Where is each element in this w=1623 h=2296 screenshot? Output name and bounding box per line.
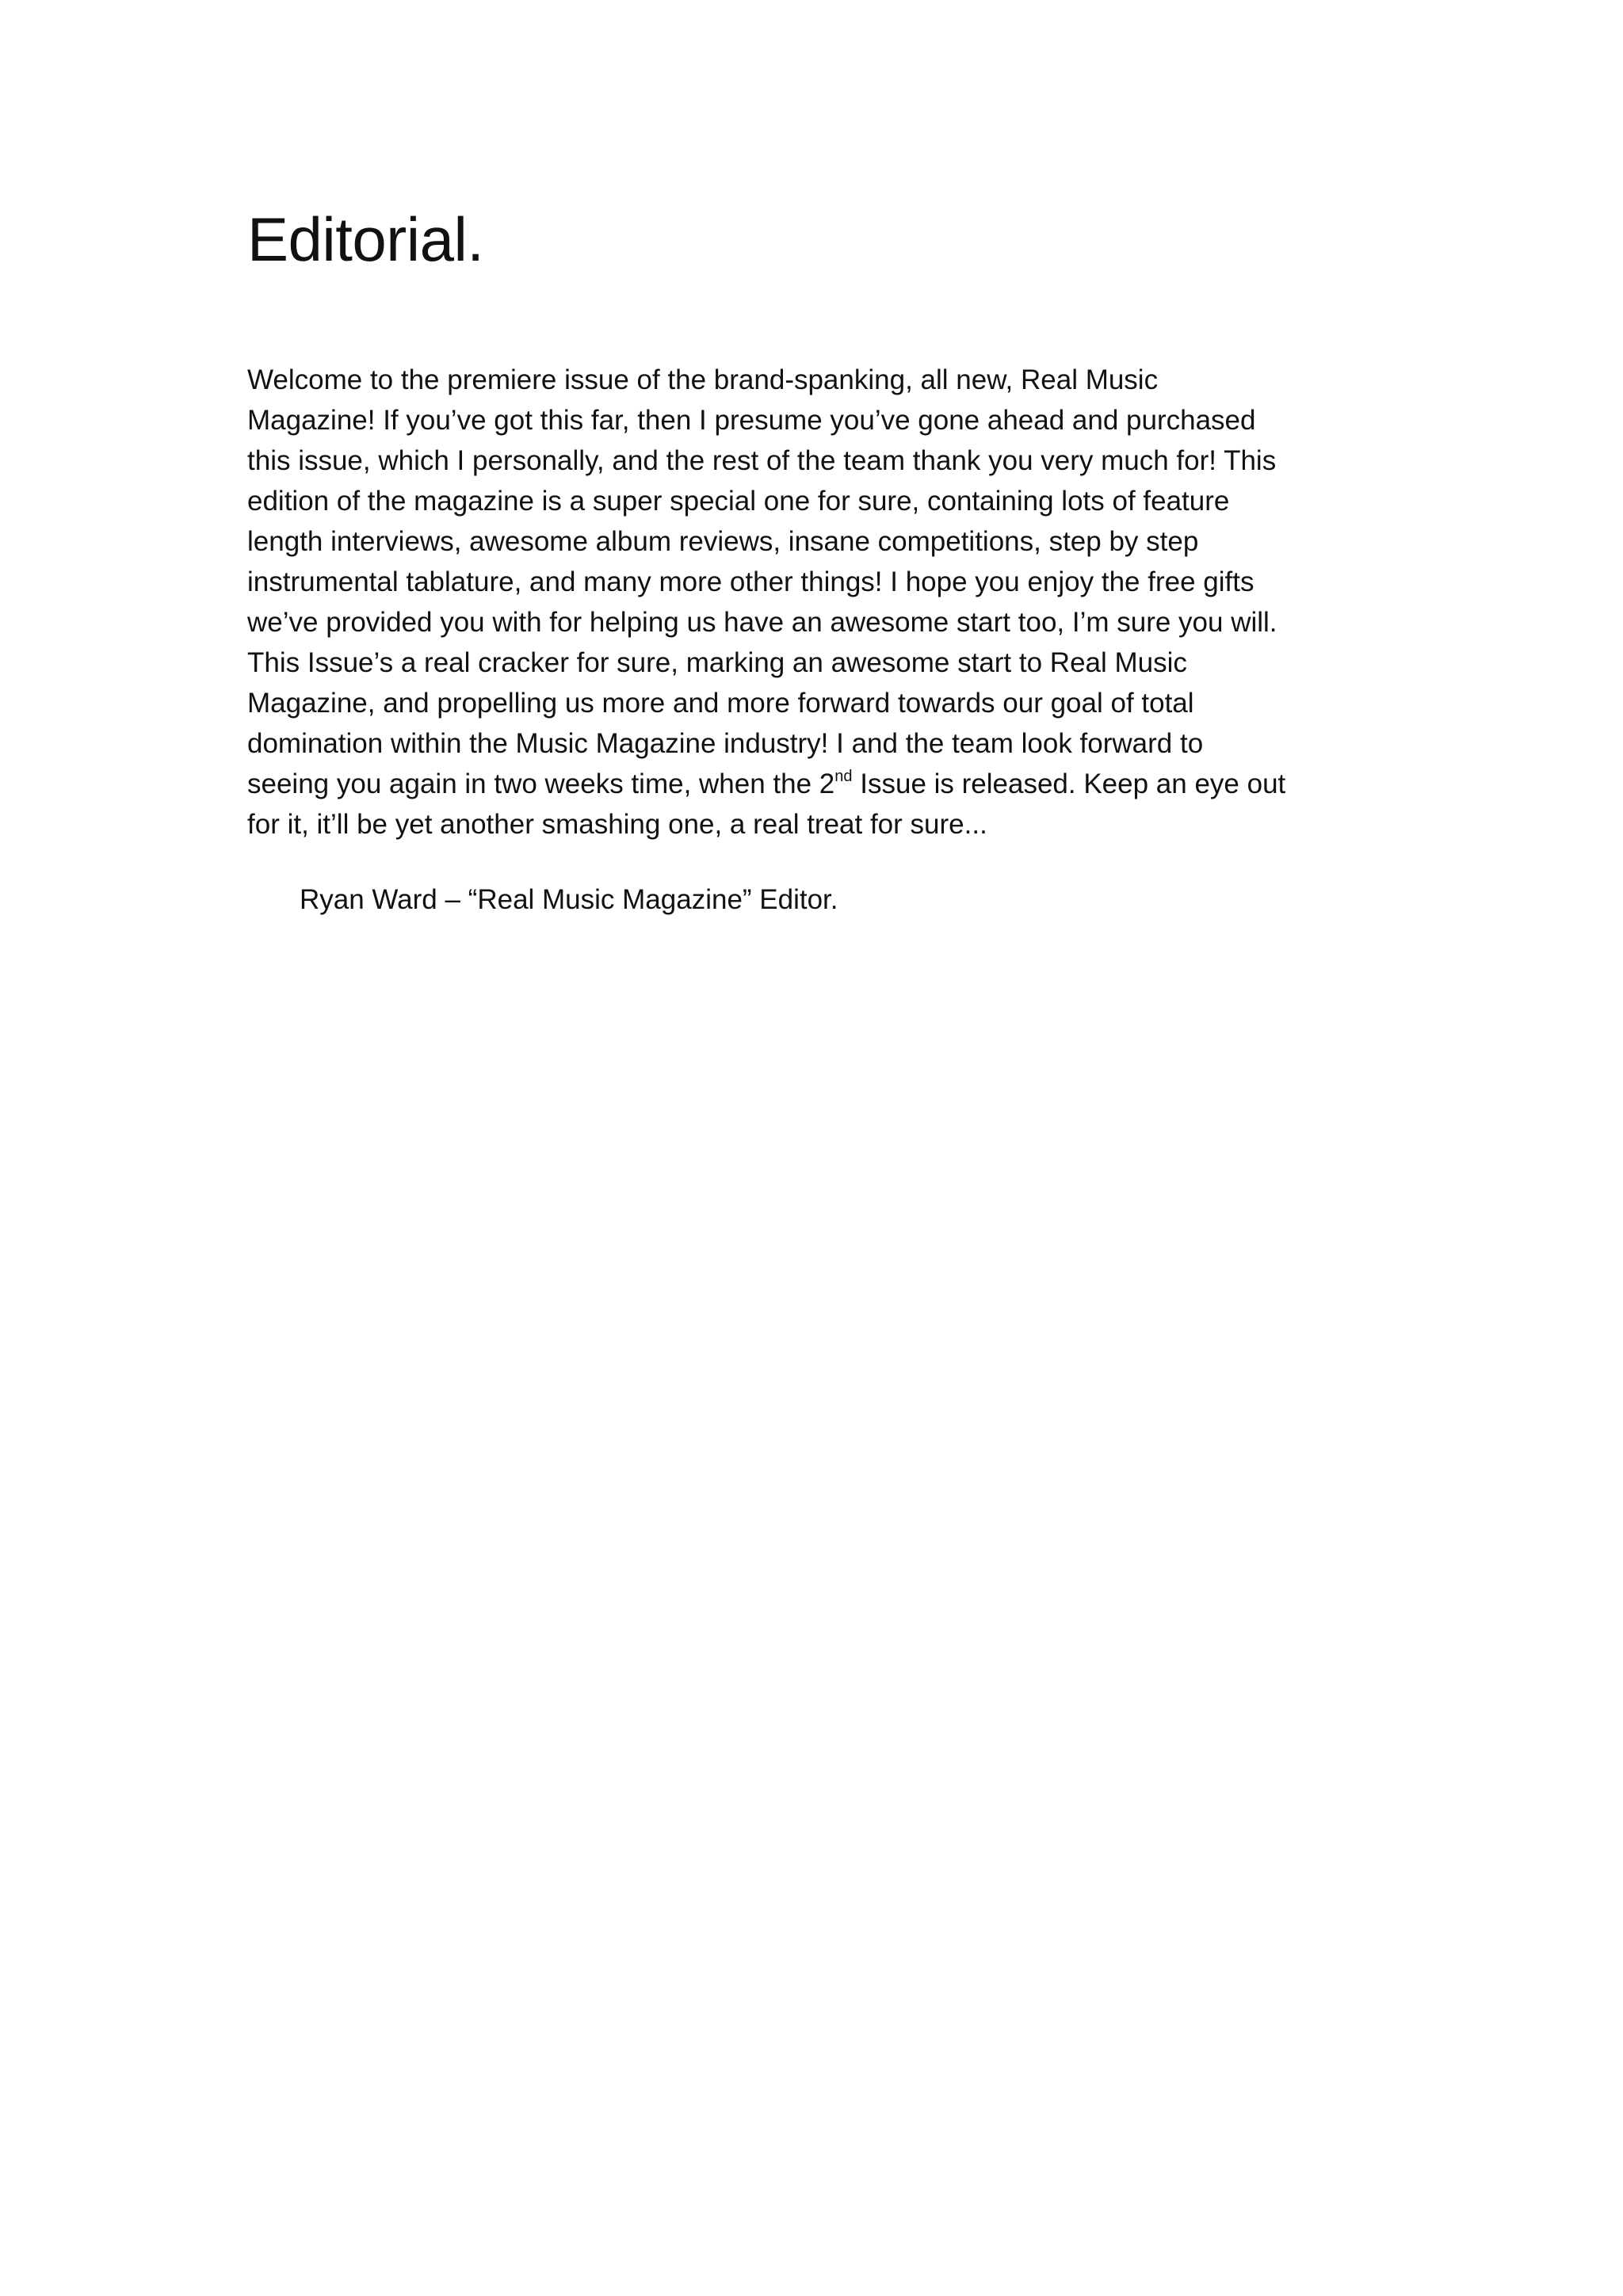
body-line: Welcome to the premiere issue of the brand-spanking, all new, Real Music — [247, 364, 1159, 395]
body-line: This Issue’s a real cracker for sure, marking an awesome start to Real Music — [247, 647, 1187, 678]
body-line: Magazine! If you’ve got this far, then I presume you’ve gone ahead and purchased — [247, 405, 1256, 436]
page-title: Editorial. — [247, 204, 484, 274]
body-line: edition of the magazine is a super special one for sure, containing lots of feature — [247, 486, 1230, 517]
body-line: we’ve provided you with for helping us have an awesome start too, I’m sure you will. — [247, 607, 1277, 638]
editor-signature: Ryan Ward – “Real Music Magazine” Editor. — [300, 884, 838, 915]
ordinal-superscript: nd — [834, 768, 853, 785]
body-line: domination within the Music Magazine industry! I and the team look forward to — [247, 728, 1204, 759]
body-line: this issue, which I personally, and the rest of the team thank you very much for! This — [247, 445, 1277, 476]
body-line-issue-end: Issue is released. Keep an eye out — [852, 769, 1286, 799]
body-line: instrumental tablature, and many more other things! I hope you enjoy the free gifts — [247, 566, 1254, 597]
editorial-body — [247, 360, 1396, 845]
body-line-issue — [247, 764, 1396, 804]
body-line: for it, it’ll be yet another smashing one, a real treat for sure... — [247, 809, 987, 840]
body-line-issue-start: seeing you again in two weeks time, when the 2 — [247, 769, 835, 799]
body-line: length interviews, awesome album reviews, insane competitions, step by step — [247, 526, 1199, 557]
body-line: Magazine, and propelling us more and more forward towards our goal of total — [247, 688, 1194, 719]
